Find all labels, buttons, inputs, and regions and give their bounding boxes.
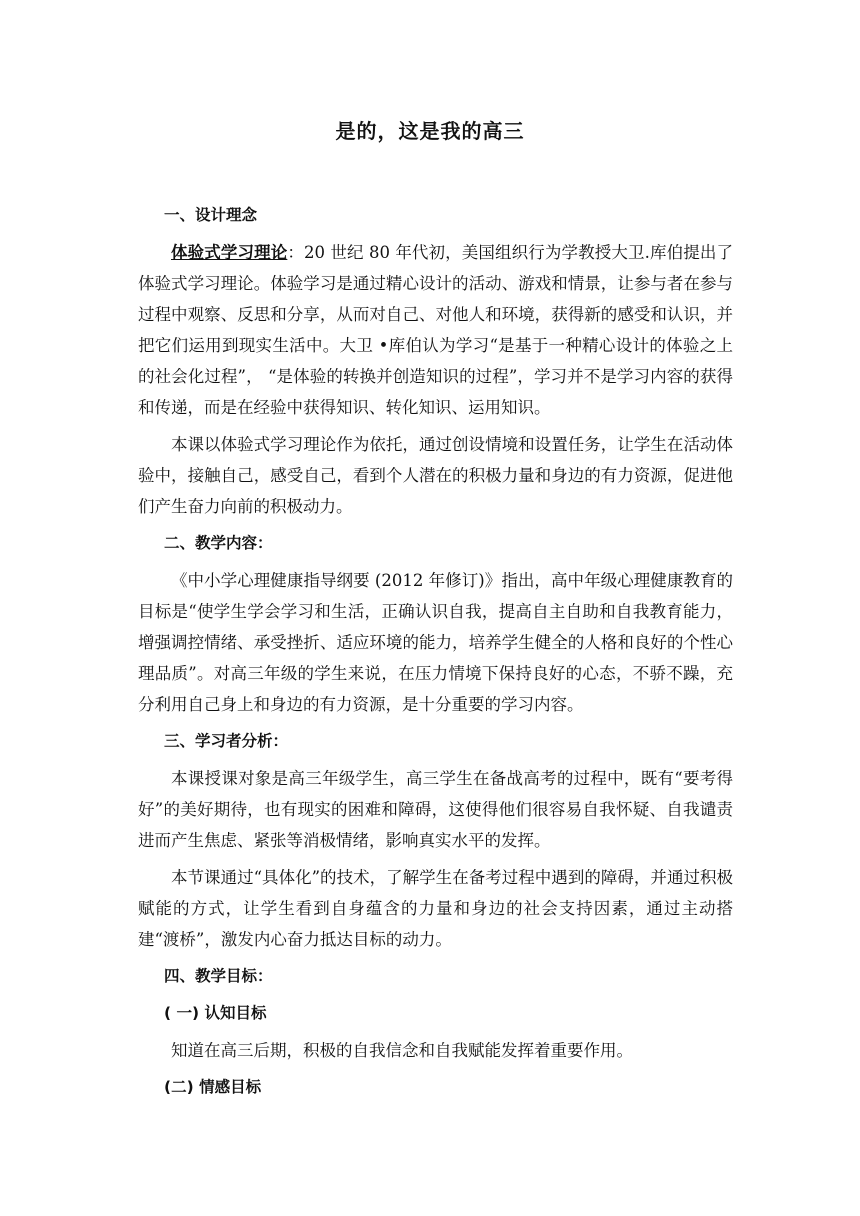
section-heading-teaching-goals: 四、教学目标： bbox=[164, 967, 273, 985]
section-heading-teaching-content: 二、教学内容： bbox=[164, 534, 273, 552]
paragraph-teaching-content: 《中小学心理健康指导纲要 (2012 年修订)》指出，高中年级心理健康教育的目标是“使学生学会学习和生活，正确认识自我，提高自主自助和自我教育能力，增强调控情绪、承受挫折、适应环境的能力，培养学生健全的人格和良好的个性心理品质”。对高三年级的学生来说，在压力情境下保持良好的心态，不骄不躁，充分利用自己身上和身边的有力资源，是十分重要的学习内容。 bbox=[138, 571, 733, 714]
document-body bbox=[138, 200, 733, 1109]
paragraph-course-basis: 本课以体验式学习理论作为依托，通过创设情境和设置任务，让学生在活动体验中，接触自己，感受自己，看到个人潜在的积极力量和身边的有力资源，促进他们产生奋力向前的积极动力。 bbox=[138, 435, 733, 516]
paragraph-text: ：20 世纪 80 年代初，美国组织行为学教授大卫.库伯提出了体验式学习理论。体验学习是通过精心设计的活动、游戏和情景，让参与者在参与过程中观察、反思和分享，从而对自己、对他人和环境，获得新的感受和认识，并把它们运用到现实生活中。大卫 •库伯认为学习“是基于一种精心设计的体验之上的社会化过程”， “是体验的转换并创造知识的过程”，学习并不是学习内容的获得和传递，而是在经验中获得知识、转化知识、运用知识。 bbox=[138, 243, 733, 417]
paragraph-cognitive-goal: 知道在高三后期，积极的自我信念和自我赋能发挥着重要作用。 bbox=[171, 1041, 633, 1060]
paragraph-learner-analysis-1: 本课授课对象是高三年级学生，高三学生在备战高考的过程中，既有“要考得好”的美好期待，也有现实的困难和障碍，这使得他们很容易自我怀疑、自我谴责进而产生焦虑、紧张等消极情绪，影响真实水平的发挥。 bbox=[138, 769, 733, 850]
section-heading-learner-analysis: 三、学习者分析： bbox=[164, 732, 289, 750]
paragraph-learner-analysis-2: 本节课通过“具体化”的技术，了解学生在备考过程中遇到的障碍，并通过积极赋能的方式，让学生看到自身蕴含的力量和身边的社会支持因素，通过主动搭建“渡桥”，激发内心奋力抵达目标的动力。 bbox=[138, 868, 733, 949]
paragraph-experiential-learning bbox=[138, 237, 733, 423]
document-title: 是的，这是我的高三 bbox=[335, 119, 525, 143]
term-experiential-learning: 体验式学习理论 bbox=[171, 243, 288, 262]
section-heading-design-concept: 一、设计理念 bbox=[164, 206, 258, 224]
subheading-cognitive-goal: ( 一) 认知目标 bbox=[164, 1004, 267, 1022]
subheading-emotional-goal: (二) 情感目标 bbox=[164, 1078, 262, 1096]
